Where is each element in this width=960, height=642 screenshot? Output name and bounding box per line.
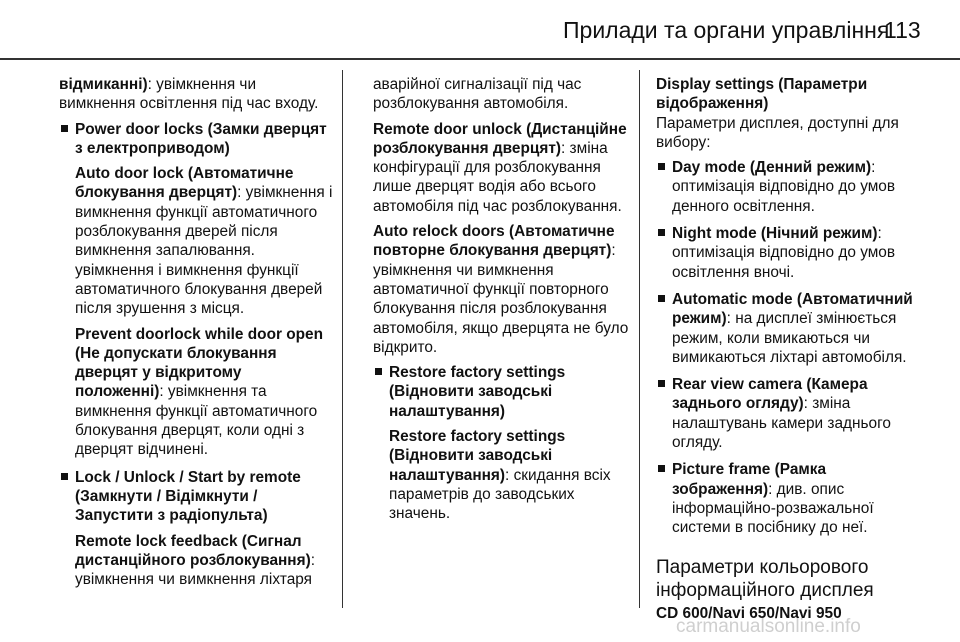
- para-text: : зміна конфігурації для розблокування лише дверцят водія або всього автомобіля під час розблокування.: [373, 139, 622, 215]
- sub-term: Restore factory settings (Відновити заводські налаштування): [389, 428, 566, 484]
- bullet-icon: [658, 295, 665, 302]
- para-term: Auto relock doors (Автоматичне повторне блокування дверцят): [373, 223, 615, 260]
- item-title: Restore factory settings (Відновити заводські налаштування): [389, 364, 566, 420]
- sub-text: : увімкнення і вимкнення функції автоматичного розблокування дверей після вимкнення запалювання. увімкнення і вимкнення функції автоматичного блокування дверей після зрушення з місця.: [75, 184, 333, 318]
- bullet-icon: [658, 380, 665, 387]
- column-1: [59, 75, 334, 597]
- sub-term: Remote lock feedback (Сигнал дистанційного розблокування): [75, 532, 311, 569]
- sub-text: : увімкнення та вимкнення функції автоматичного блокування дверцят, коли одні з дверцят відчинені.: [75, 383, 318, 459]
- list-item-day-mode: [656, 158, 926, 216]
- bullet-icon: [658, 465, 665, 472]
- bullet-icon: [658, 229, 665, 236]
- sub-text: : увімкнення чи вимкнення ліхтаря: [75, 551, 315, 589]
- bullet-icon: [61, 473, 68, 480]
- item-text: : на дисплеї змінюється режим, коли вмикаються чи вимикаються ліхтарі автомобіля.: [672, 310, 907, 366]
- item-term: Day mode (Денний режим): [672, 159, 872, 177]
- display-settings-title-text: Display settings (Параметри відображення): [656, 76, 868, 113]
- column-divider-2: [639, 70, 640, 608]
- item-title: Lock / Unlock / Start by remote (Замкнути / Відімкнути / Запустити з радіопульта): [75, 468, 301, 525]
- header-title: Прилади та органи управління: [563, 17, 890, 43]
- item-term: Automatic mode (Автоматичний режим): [672, 290, 913, 328]
- sub-paragraph-auto-door-lock: [75, 164, 334, 318]
- sub-term: Auto door lock (Автоматичне блокування дверцят): [75, 165, 294, 202]
- list-item-power-door-locks: [59, 120, 334, 460]
- item-text: : зміна налаштувань камери заднього огляду.: [672, 395, 891, 452]
- item-term: Rear view camera (Камера заднього огляду): [672, 376, 868, 413]
- item-term: Picture frame (Рамка зображення): [672, 461, 827, 498]
- paragraph-auto-relock: [373, 222, 638, 357]
- list-item-picture-frame: [656, 460, 926, 537]
- item-text: : оптимізація відповідно до умов денного освітлення.: [672, 159, 896, 215]
- item-title: Power door locks (Замки дверцят з електроприводом): [75, 120, 327, 157]
- sub-paragraph-prevent-doorlock: [75, 325, 334, 460]
- bullet-icon: [375, 368, 382, 375]
- watermark: carmanualsonline.info: [676, 616, 861, 637]
- list-item-lock-unlock: [59, 468, 334, 590]
- bullet-icon: [658, 163, 665, 170]
- list-item-automatic-mode: [656, 290, 926, 367]
- para-text: : увімкнення чи вимкнення автоматичної функції повторного блокування після розблокування автомобіля, якщо дверцята не було відкрито.: [373, 242, 629, 356]
- list-item-rear-view-camera: [656, 375, 926, 452]
- intro-paragraph: [59, 75, 334, 114]
- column-divider-1: [342, 70, 343, 608]
- sub-paragraph-remote-lock-feedback: [75, 532, 334, 590]
- section-heading: Параметри кольорового інформаційного дисплея: [656, 556, 874, 601]
- para-term: Remote door unlock (Дистанційне розблокування дверцят): [373, 120, 627, 157]
- list-item-night-mode: [656, 224, 926, 282]
- page-header: [0, 0, 960, 60]
- page-number: 113: [884, 17, 921, 43]
- sub-term: Prevent doorlock while door open (Не допускати блокування дверцят у відкритому положенні): [75, 325, 323, 401]
- display-settings-title: [656, 75, 926, 114]
- item-term: Night mode (Нічний режим): [672, 225, 878, 243]
- paragraph-remote-door-unlock: [373, 120, 638, 216]
- list-item-restore-factory: [373, 363, 638, 523]
- section-subheading: CD 600/Navi 650/Navi 950: [656, 604, 842, 622]
- column-3: [656, 75, 926, 623]
- intro-term: відмиканні): [59, 76, 148, 93]
- column-2: [373, 75, 638, 532]
- sub-paragraph-restore: [389, 427, 638, 523]
- sub-text: : скидання всіх параметрів до заводських значень.: [389, 466, 611, 523]
- continuation-paragraph: аварійної сигналізації під час розблокування автомобіля.: [373, 76, 582, 113]
- item-text: : див. опис інформаційно-розважальної системи в посібнику до неї.: [672, 480, 874, 537]
- item-text: : оптимізація відповідно до умов освітлення вночі.: [672, 225, 896, 281]
- display-settings-text: Параметри дисплея, доступні для вибору:: [656, 114, 899, 151]
- bullet-icon: [61, 125, 68, 132]
- intro-text: : увімкнення чи вимкнення освітлення під час входу.: [59, 76, 319, 113]
